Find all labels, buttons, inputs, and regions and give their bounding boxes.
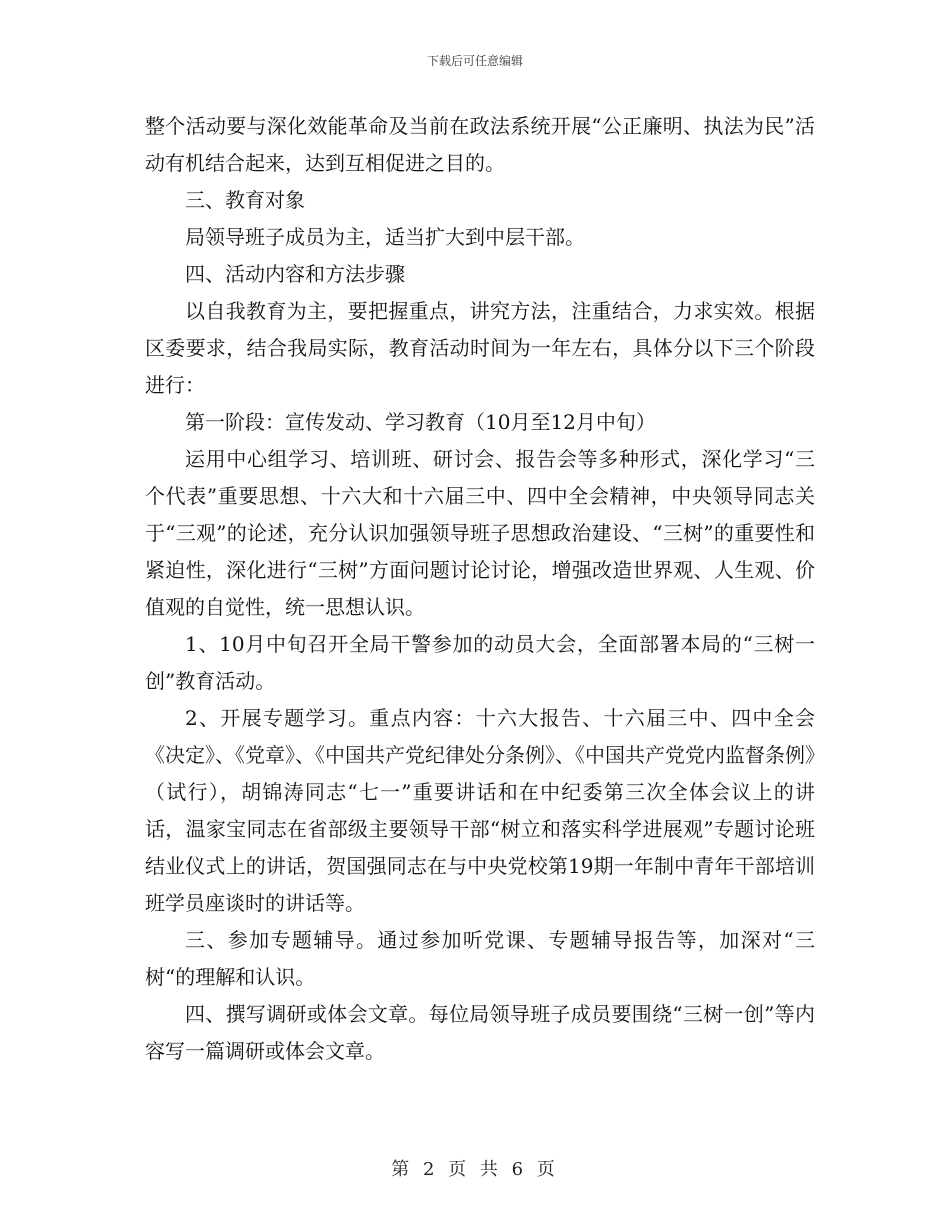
document-body bbox=[145, 108, 815, 1070]
paragraph-stage-one: 运用中心组学习、培训班、研讨会、报告会等多种形式，深化学习“三个代表”重要思想、十六大和十六届三中、四中全会精神，中央领导同志关于“三观”的论述，充分认识加强领导班子思想政治建设、“三树”的重要性和紧迫性，深化进行“三树”方面问题讨论讨论，增强改造世界观、人生观、价值观的自觉性，统一思想认识。 bbox=[145, 447, 815, 619]
paragraph-education-target: 局领导班子成员为主，适当扩大到中层干部。 bbox=[185, 225, 585, 249]
list-item-2: 2、开展专题学习。重点内容：十六大报告、十六届三中、四中全会《决定》、《党章》、《中国共产党纪律处分条例》、《中国共产党党内监督条例》（试行），胡锦涛同志“七一”重要讲话和在中纪委第三次全体会议上的讲话，温家宝同志在省部级主要领导干部“树立和落实科学进展观”专题讨论班结业仪式上的讲话，贺国强同志在与中央党校第19期一年制中青年干部培训班学员座谈时的讲话等。 bbox=[145, 706, 815, 915]
section-heading-activity-content: 四、活动内容和方法步骤 bbox=[185, 262, 405, 286]
list-item-1: 1、10月中旬召开全局干警参加的动员大会，全面部署本局的“三树一创”教育活动。 bbox=[145, 632, 815, 693]
page-header-note: 下载后可任意编辑 bbox=[426, 54, 523, 68]
paragraph-continuation: 整个活动要与深化效能革命及当前在政法系统开展“公正廉明、执法为民”活动有机结合起来，达到互相促进之目的。 bbox=[145, 114, 815, 175]
paragraph-activity-overview: 以自我教育为主，要把握重点，讲究方法，注重结合，力求实效。根据区委要求，结合我局实际，教育活动时间为一年左右，具体分以下三个阶段进行： bbox=[145, 299, 815, 397]
page-number: 第 2 页 共 6 页 bbox=[391, 1159, 559, 1180]
stage-one-heading: 第一阶段：宣传发动、学习教育（10月至12月中旬） bbox=[185, 410, 656, 434]
section-heading-education-target: 三、教育对象 bbox=[185, 188, 305, 212]
list-item-3: 三、参加专题辅导。通过参加听党课、专题辅导报告等，加深对“三树“的理解和认识。 bbox=[145, 928, 815, 989]
list-item-4: 四、撰写调研或体会文章。每位局领导班子成员要围绕“三树一创”等内容写一篇调研或体会文章。 bbox=[145, 1002, 815, 1063]
